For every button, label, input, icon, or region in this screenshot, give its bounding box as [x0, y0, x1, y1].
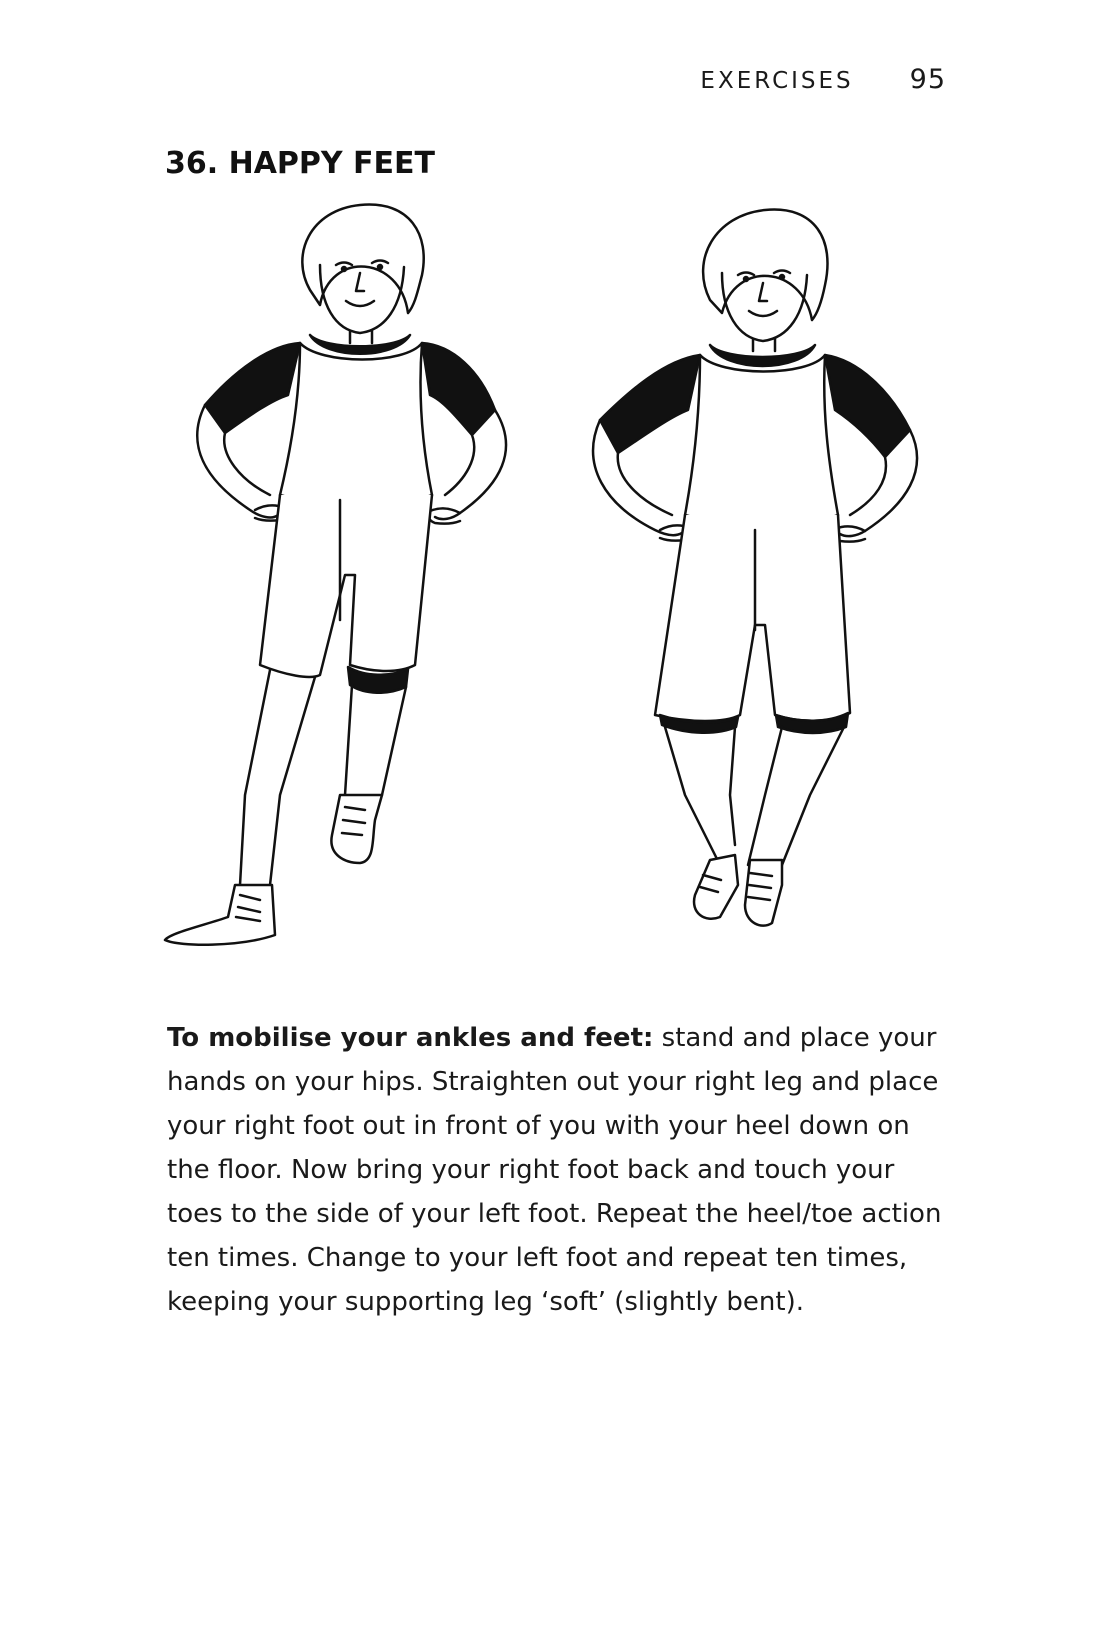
figure-heel-forward [165, 205, 506, 945]
instructions-paragraph [167, 1016, 957, 1324]
section-label: EXERCISES [700, 68, 854, 94]
figure-toe-touch [593, 210, 917, 926]
instructions-lead: To mobilise your ankles and feet: [167, 1023, 654, 1053]
page-number: 95 [909, 64, 946, 95]
running-head [700, 64, 946, 95]
exercise-illustration [160, 195, 960, 1010]
exercise-title: 36. HAPPY FEET [165, 146, 435, 181]
instructions-body: stand and place your hands on your hips. Straighten out your right leg and place your right foot out in front of you with your heel down on the floor. Now bring your right foot back and touch your toes to the side of your left foot. Repeat the heel/toe action ten times. Change to your left foot and repeat ten times, keeping your supporting leg ‘soft’ (slightly bent). [167, 1023, 942, 1317]
